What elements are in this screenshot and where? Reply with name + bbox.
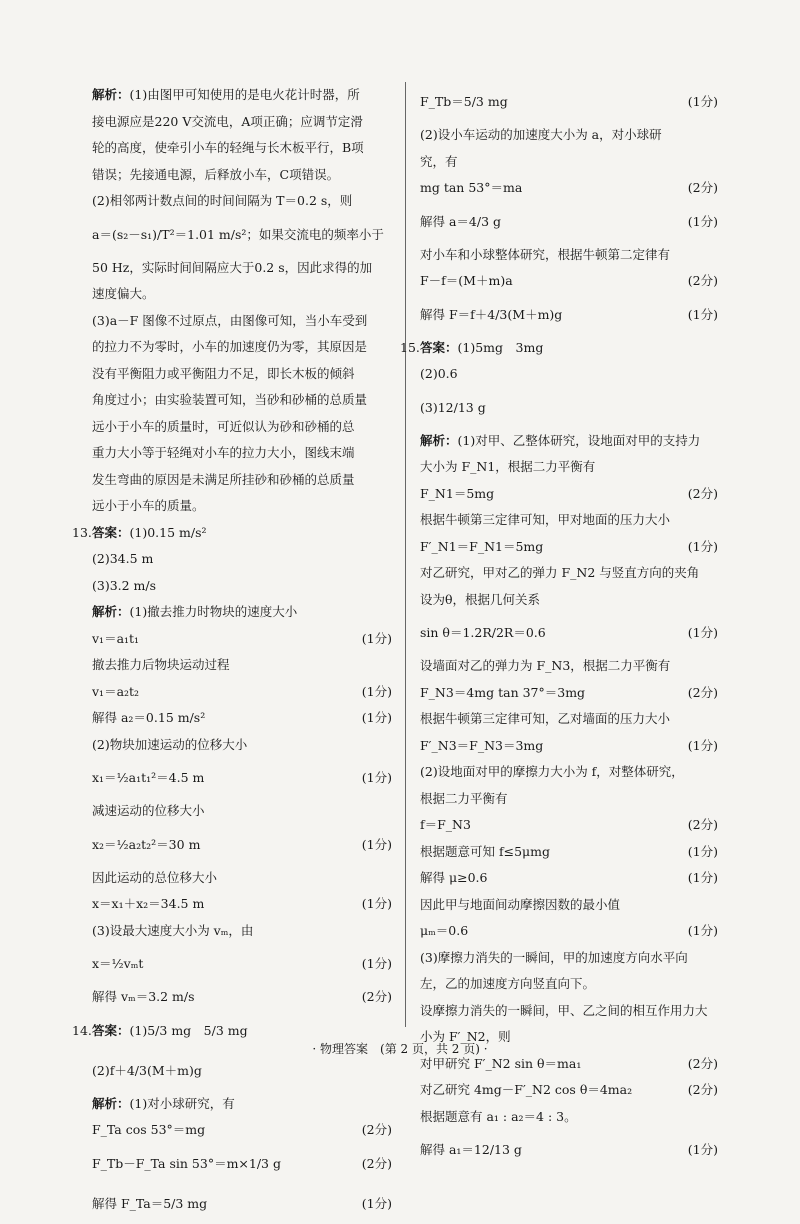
- line-text: μₘ＝0.6: [420, 923, 469, 938]
- text-line: [420, 428, 718, 455]
- text-line: [92, 652, 392, 679]
- text-line: [92, 1117, 392, 1144]
- line-text: x＝x₁＋x₂＝34.5 m: [92, 896, 205, 911]
- text-line: [420, 560, 718, 587]
- line-text: 根据题意有 a₁ : a₂＝4 : 3。: [420, 1108, 577, 1124]
- line-text: (3)设最大速度大小为 vₘ，由: [92, 922, 254, 938]
- line-text: (2)34.5 m: [92, 551, 154, 566]
- line-text: 没有平衡阻力或平衡阻力不足，即长木板的倾斜: [92, 365, 355, 381]
- line-text: 解得 μ≥0.6: [420, 870, 488, 885]
- text-line: [92, 573, 392, 600]
- text-line: [92, 414, 392, 441]
- text-line: [92, 944, 392, 984]
- text-line: [92, 626, 392, 653]
- line-text: (2)物块加速运动的位移大小: [92, 736, 248, 752]
- text-line: [92, 308, 392, 335]
- text-line: [92, 1144, 392, 1184]
- question-number: 15.: [400, 339, 420, 355]
- text-line: [420, 295, 718, 335]
- text-line: [420, 454, 718, 481]
- line-text: 重力大小等于轻绳对小车的拉力大小，图线末端: [92, 445, 355, 460]
- line-text: 解析：(1)撤去推力时物块的速度大小: [92, 604, 298, 619]
- line-text: 减速运动的位移大小: [92, 803, 205, 818]
- line-text: 撤去推力后物块运动过程: [92, 657, 230, 672]
- line-text: (2)设小车运动的加速度大小为 a，对小球研: [420, 127, 662, 142]
- line-text: (3)3.2 m/s: [92, 577, 157, 593]
- score-label: (2分): [361, 1122, 392, 1137]
- text-line: [92, 798, 392, 825]
- text-line: [420, 1130, 718, 1170]
- text-line: [92, 679, 392, 706]
- score-label: (1分): [687, 94, 718, 109]
- line-text: 速度偏大。: [92, 286, 155, 301]
- score-label: (2分): [687, 1055, 718, 1071]
- line-text: x₁＝½a₁t₁²＝4.5 m: [92, 770, 205, 785]
- line-text: 根据二力平衡有: [420, 790, 508, 806]
- line-text: 错误；先接通电源，后释放小车，C项错误。: [92, 166, 340, 182]
- text-line: [92, 215, 392, 255]
- line-text: F′_N1＝F_N1＝5mg: [420, 538, 544, 554]
- text-line: [92, 891, 392, 918]
- line-text: 答案：(1)0.15 m/s²: [92, 524, 207, 540]
- line-text: F_N1＝5mg: [420, 485, 495, 501]
- text-line: [92, 865, 392, 892]
- line-text: (3)摩擦力消失的一瞬间，甲的加速度方向水平向: [420, 949, 688, 965]
- text-line: [92, 387, 392, 414]
- text-line: [92, 493, 392, 520]
- text-line: [420, 388, 718, 428]
- text-line: [92, 918, 392, 945]
- text-line: [420, 706, 718, 733]
- line-text: 设为θ，根据几何关系: [420, 591, 541, 607]
- text-line: [420, 839, 718, 866]
- line-text: 根据题意可知 f≤5μmg: [420, 843, 551, 859]
- score-label: (1分): [687, 843, 718, 859]
- line-text: 答案：(1)5mg 3mg: [420, 339, 544, 355]
- text-line: [92, 281, 392, 308]
- line-text: F′_N3＝F_N3＝3mg: [420, 737, 544, 753]
- text-line: [92, 467, 392, 494]
- text-line: [92, 599, 392, 626]
- text-line: [420, 653, 718, 680]
- text-line: [420, 507, 718, 534]
- line-text: (3)12/13 g: [420, 399, 486, 415]
- score-label: (2分): [687, 817, 718, 832]
- line-text: x₂＝½a₂t₂²＝30 m: [92, 836, 201, 852]
- line-text: 发生弯曲的原因是未满足所挂砂和砂桶的总质量: [92, 471, 355, 487]
- line-text: 角度过小；由实验装置可知，当砂和砂桶的总质量: [92, 392, 368, 407]
- line-text: 的拉力不为零时，小车的加速度仍为零，其原因是: [92, 339, 368, 354]
- score-label: (1分): [361, 896, 392, 911]
- line-text: 究，有: [420, 153, 458, 169]
- text-line: [420, 786, 718, 813]
- line-text: 解析：(1)对小球研究，有: [92, 1095, 235, 1111]
- line-text: a＝(s₂－s₁)/T²＝1.01 m/s²；如果交流电的频率小于: [92, 226, 384, 242]
- text-line: [92, 546, 392, 573]
- text-line: [420, 82, 718, 122]
- line-text: 左，乙的加速度方向竖直向下。: [420, 976, 596, 991]
- score-label: (2分): [687, 684, 718, 700]
- score-label: (1分): [361, 1195, 392, 1211]
- text-line: [420, 680, 718, 707]
- score-label: (2分): [361, 989, 392, 1004]
- score-label: (2分): [361, 1155, 392, 1171]
- score-label: (1分): [361, 630, 392, 646]
- line-text: 解得 a₂＝0.15 m/s²: [92, 710, 206, 725]
- line-text: 解得 a₁＝12/13 g: [420, 1142, 522, 1157]
- text-line: [420, 587, 718, 614]
- score-label: (1分): [687, 737, 718, 753]
- text-line: [92, 440, 392, 467]
- line-text: F_Tb－F_Ta sin 53°＝m×1/3 g: [92, 1155, 281, 1171]
- text-line: [420, 361, 718, 388]
- line-text: 对小车和小球整体研究，根据牛顿第二定律有: [420, 246, 671, 262]
- line-text: 答案：(1)5/3 mg 5/3 mg: [92, 1022, 248, 1038]
- text-line: [92, 82, 392, 109]
- text-line: [420, 1077, 718, 1104]
- score-label: (2分): [687, 1082, 718, 1097]
- text-line: [92, 732, 392, 759]
- text-line: [92, 255, 392, 282]
- line-text: 解析：(1)由图甲可知使用的是电火花计时器，所: [92, 87, 360, 102]
- line-text: 设墙面对乙的弹力为 F_N3，根据二力平衡有: [420, 658, 671, 673]
- text-line: [92, 705, 392, 732]
- text-line: [92, 162, 392, 189]
- text-line: [400, 335, 718, 362]
- score-label: (1分): [687, 870, 718, 885]
- column-divider: [405, 82, 406, 1027]
- score-label: (1分): [687, 625, 718, 640]
- text-line: [420, 613, 718, 653]
- line-text: 根据牛顿第三定律可知，甲对地面的压力大小: [420, 512, 671, 527]
- score-label: (2分): [687, 180, 718, 195]
- text-line: [420, 971, 718, 998]
- line-text: 设摩擦力消失的一瞬间，甲、乙之间的相互作用力大: [420, 1002, 708, 1018]
- score-label: (1分): [687, 538, 718, 554]
- line-text: (2)设地面对甲的摩擦力大小为 f，对整体研究，: [420, 764, 684, 779]
- text-line: [420, 733, 718, 760]
- text-line: [420, 122, 718, 149]
- line-text: F_Tb＝5/3 mg: [420, 94, 508, 109]
- line-text: 解得 a＝4/3 g: [420, 213, 502, 229]
- score-label: (1分): [361, 710, 392, 725]
- page-footer: · 物理答案 (第 2 页，共 2 页) ·: [312, 1042, 488, 1056]
- score-label: (1分): [687, 923, 718, 938]
- text-line: [420, 268, 718, 295]
- text-line: [92, 984, 392, 1011]
- line-text: 因此甲与地面间动摩擦因数的最小值: [420, 896, 621, 912]
- line-text: 50 Hz，实际时间间隔应大于0.2 s，因此求得的加: [92, 259, 373, 275]
- line-text: F_Ta cos 53°＝mg: [92, 1122, 206, 1137]
- line-text: (2)0.6: [420, 366, 458, 381]
- question-number: 13.: [72, 524, 92, 540]
- text-line: [420, 998, 718, 1025]
- line-text: v₁＝a₂t₂: [92, 683, 140, 699]
- line-text: 对乙研究 4mg－F′_N2 cos θ＝4ma₂: [420, 1082, 633, 1097]
- text-line: [92, 758, 392, 798]
- score-label: (1分): [361, 770, 392, 785]
- line-text: 小为 F′_N2，则: [420, 1029, 511, 1044]
- text-line: [420, 892, 718, 919]
- line-text: x＝½vₘt: [92, 956, 144, 971]
- text-line: [420, 759, 718, 786]
- text-line: [92, 334, 392, 361]
- line-text: 解得 vₘ＝3.2 m/s: [92, 989, 195, 1004]
- line-text: 因此运动的总位移大小: [92, 869, 218, 885]
- line-text: 远小于小车的质量。: [92, 498, 205, 513]
- text-line: [420, 242, 718, 269]
- line-text: (3)a－F 图像不过原点，由图像可知，当小车受到: [92, 312, 368, 328]
- text-line: [72, 520, 392, 547]
- text-line: [420, 812, 718, 839]
- line-text: 轮的高度，使牵引小车的轻绳与长木板平行，B项: [92, 140, 364, 155]
- line-text: sin θ＝1.2R/2R＝0.6: [420, 625, 546, 640]
- score-label: (1分): [687, 1142, 718, 1157]
- text-line: [420, 481, 718, 508]
- line-text: 解得 F＝f＋4/3(M＋m)g: [420, 306, 563, 322]
- line-text: F_N3＝4mg tan 37°＝3mg: [420, 684, 586, 700]
- text-line: [92, 825, 392, 865]
- score-label: (2分): [687, 273, 718, 288]
- text-line: [92, 1091, 392, 1118]
- line-text: 对甲研究 F′_N2 sin θ＝ma₁: [420, 1055, 582, 1071]
- score-label: (1分): [361, 683, 392, 699]
- line-text: v₁＝a₁t₁: [92, 630, 140, 646]
- line-text: (2)相邻两计数点间的时间间隔为 T＝0.2 s，则: [92, 193, 353, 208]
- score-label: (1分): [361, 956, 392, 971]
- line-text: 对乙研究，甲对乙的弹力 F_N2 与竖直方向的夹角: [420, 565, 700, 580]
- score-label: (1分): [361, 836, 392, 852]
- score-label: (1分): [687, 306, 718, 322]
- text-line: [420, 149, 718, 176]
- line-text: mg tan 53°＝ma: [420, 180, 523, 195]
- text-line: [92, 188, 392, 215]
- line-text: 解析：(1)对甲、乙整体研究，设地面对甲的支持力: [420, 432, 701, 448]
- line-text: f＝F_N3: [420, 817, 471, 832]
- line-text: 解得 F_Ta＝5/3 mg: [92, 1195, 208, 1211]
- text-line: [92, 1184, 392, 1224]
- question-number: 14.: [72, 1022, 92, 1038]
- text-line: [92, 135, 392, 162]
- text-line: [420, 945, 718, 972]
- line-text: 远小于小车的质量时，可近似认为砂和砂桶的总: [92, 418, 355, 434]
- text-line: [420, 918, 718, 945]
- score-label: (2分): [687, 485, 718, 501]
- text-line: [92, 361, 392, 388]
- text-line: [420, 865, 718, 892]
- line-text: 大小为 F_N1，根据二力平衡有: [420, 459, 596, 474]
- text-line: [420, 175, 718, 202]
- line-text: 根据牛顿第三定律可知，乙对墙面的压力大小: [420, 711, 671, 726]
- text-line: [420, 1104, 718, 1131]
- line-text: (2)f＋4/3(M＋m)g: [92, 1062, 202, 1078]
- text-line: [420, 534, 718, 561]
- text-line: [92, 109, 392, 136]
- line-text: 接电源应是220 V交流电，A项正确；应调节定滑: [92, 113, 363, 129]
- line-text: F－f＝(M＋m)a: [420, 273, 513, 288]
- score-label: (1分): [687, 213, 718, 229]
- text-line: [420, 202, 718, 242]
